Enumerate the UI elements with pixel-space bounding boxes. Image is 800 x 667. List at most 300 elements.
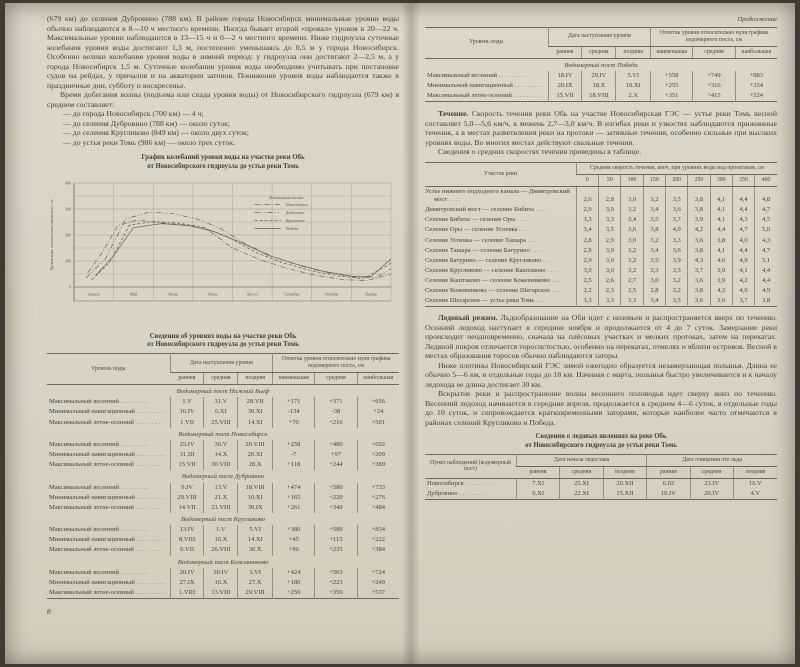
table-cell: +389 (357, 460, 399, 470)
ice-table-title (425, 433, 777, 451)
table-cell: +223 (315, 578, 357, 588)
table-cell: 3,3 (576, 296, 598, 307)
table-cell: +351 (651, 91, 693, 102)
table-cell: Дубровино . . . . . . . . . (427, 490, 487, 498)
list-item: — до селения Кругликово (849 км) — около двух суток; (63, 128, 249, 138)
x-tick-label: Апрель (87, 292, 100, 297)
table-cell: +222 (357, 535, 399, 545)
table-cell: 28.VII (238, 397, 273, 407)
paragraph-speed-note: Сведения о средних скоростях течения приведены в таблице. (438, 147, 642, 157)
series-line-Новосибирск (88, 219, 391, 280)
table-cell: 18.X (582, 81, 616, 91)
table-cell: Водомерный пост Нижний Бьеф (176, 388, 270, 396)
flow-speed-table (425, 162, 777, 307)
table-cell: +97 (315, 450, 357, 460)
table-cell: 10.IV (647, 489, 690, 500)
x-tick-label: Июнь (168, 292, 178, 297)
table-cell: Минимальный навигационный . . . . . . . . . (49, 408, 165, 416)
section-heading-ice: Ледовый режим. (438, 313, 498, 323)
table-header-cell: Отметка уровня относительно нуля графика водомерного поста, см (273, 354, 399, 373)
table-cell: 21.VIII (204, 503, 238, 513)
table-header-cell: 350 (732, 174, 754, 186)
table-cell: +580 (315, 483, 357, 493)
table-header-cell: 50 (599, 174, 621, 186)
table-cell: Минимальный навигационный . . . . . . . . . (427, 82, 543, 90)
table-cell: 3,8 (688, 286, 710, 296)
table-cell: Максимальный летне-осенний . . . . . . . . . (49, 418, 164, 426)
y-tick-label: 200 (65, 232, 71, 238)
table-cell: 3,0 (621, 236, 643, 246)
table-cell: 4,1 (710, 205, 732, 215)
table-cell: 2,2 (576, 286, 598, 296)
table-cell: 25.VIII (204, 418, 238, 428)
table-cell: 20.IV (170, 568, 204, 578)
table-cell: Водомерный пост Кругликово (180, 515, 266, 523)
table-cell: 4,6 (710, 256, 732, 266)
chart-title-line1: График колебаний уровня воды на участке реки Обь (141, 153, 305, 161)
left-page (47, 14, 399, 659)
book-spine-shadow (402, 3, 420, 664)
table-cell: 4,4 (732, 246, 754, 256)
table-cell: 29.VIII (170, 493, 204, 503)
table-cell: 16.X (204, 578, 238, 588)
table-cell: +589 (315, 525, 357, 535)
table-cell: Водомерный пост Победа (564, 61, 638, 69)
table-cell: 13.V (204, 483, 238, 493)
table-header-cell: средняя (560, 466, 603, 478)
table-header-cell: ранняя (170, 373, 204, 385)
table-cell: +171 (273, 397, 315, 407)
table-cell: 3,5 (643, 215, 665, 225)
table-cell: 4,9 (732, 256, 754, 266)
table-cell: 30.IV (204, 568, 238, 578)
travel-time-list (47, 109, 399, 148)
table-cell: 20.XI (238, 450, 273, 460)
table-cell: 20.IX (548, 81, 582, 91)
table-cell: 2,9 (576, 256, 598, 266)
table-cell: 3,8 (710, 236, 732, 246)
table-cell: Селение Каштаково — селение Кожевниково . . . . (425, 277, 564, 284)
table-cell: Минимальный навигационный . . . . . . . . . (49, 451, 165, 459)
table-cell: 4,0 (732, 236, 754, 246)
table-cell: 30.V (204, 440, 238, 450)
table-header-cell: средняя (315, 373, 357, 385)
table-header-cell: наименьшая (651, 46, 693, 58)
table-cell: Максимальный весенний . . . . . . . . . (427, 72, 527, 80)
water-level-chart-svg (47, 175, 399, 327)
series-line-Кругликово (92, 221, 391, 279)
table-header-cell: 100 (621, 174, 643, 186)
table-cell: +692 (357, 440, 399, 450)
table-cell: 9.IV (170, 483, 204, 493)
table-cell: Селение Шегарское — устье реки Томь . . . . (425, 297, 548, 305)
table-cell: +484 (357, 503, 399, 513)
table-header-cell: поздняя (616, 46, 651, 58)
y-tick-label: 100 (65, 258, 71, 264)
table-header-cell: наименьшая (273, 373, 315, 385)
legend-entry: Победа (285, 225, 299, 231)
table-cell: 1.VII (170, 418, 204, 428)
table-cell: 3,5 (666, 186, 688, 205)
table-cell: Максимальный весенний . . . . . . . . . (49, 526, 149, 534)
table-cell: 4,1 (710, 215, 732, 225)
table-cell: 13.IV (170, 525, 204, 535)
table-cell: 3,8 (755, 296, 777, 307)
table-header-cell: Средняя скорость течения, км/ч, при уровнях воды над проектным, см (576, 162, 777, 174)
table-cell: Селение Оры — селение Успевка . . . . (425, 226, 531, 234)
table-cell: +563 (315, 568, 357, 578)
table-cell: 5.VI (616, 71, 651, 81)
table-header-cell: средняя (693, 46, 735, 58)
section-heading-current: Течение. (438, 109, 469, 119)
current-text: Скорость течения реки Обь на участке Новосибирская ГЭС — устье реки Томь весной составляет 5,0—5,6 км/ч, в межень 2,7—3,0 км/ч. В изгибах реки и узкостях наблюдаются прижимные течения, а в местах разветвления реки на протоки — затяжные течения, особенно сильные при высоких уровнях воды. Во многих местах действуют свальные течения. (425, 109, 777, 147)
table-header-cell: Пункт наблюдений (водомерный пост) (425, 455, 517, 479)
table-cell: 3,5 (643, 256, 665, 266)
table-cell: 28.X (238, 460, 273, 470)
table-cell: Водомерный пост Кожевниково (177, 558, 269, 566)
table-cell: 3,5 (599, 225, 621, 235)
table-cell: Селение Кожевниково — селение Шегарское . . . . (425, 287, 564, 295)
paragraph-ice-regime (425, 313, 777, 361)
table-cell: 30.XI (238, 407, 273, 417)
table-cell: +384 (357, 545, 399, 555)
table-cell: 3,3 (599, 296, 621, 307)
table-cell: 4,3 (732, 215, 754, 225)
table-cell: 4,3 (755, 236, 777, 246)
table-cell: +656 (357, 397, 399, 407)
table-cell: 14.XI (238, 535, 273, 545)
table-cell: +244 (315, 460, 357, 470)
page-number: 8 (47, 607, 51, 617)
water-levels-table-continuation (425, 27, 777, 102)
paragraph-wave-travel: Время добегания волны (подъема или спада уровня воды) от Новосибирского гидроузла (679 км) в среднем составляет: (47, 90, 399, 109)
table-cell: 31.V (204, 397, 238, 407)
table-cell: Новосибирск . . . . . . . . . (427, 479, 494, 487)
table-cell: 3,0 (643, 276, 665, 286)
table-cell: 2,8 (643, 286, 665, 296)
table-cell: 3,5 (666, 296, 688, 307)
table-cell: +354 (735, 81, 777, 91)
table-cell: 2,6 (599, 276, 621, 286)
table-cell: 16.V (733, 478, 777, 489)
table-header-cell: поздняя (603, 466, 647, 478)
table-cell: 4,3 (688, 256, 710, 266)
table-cell: Устье нижнего подходного канала — Димитровский мост . . . . (425, 187, 570, 203)
table-cell: +24 (357, 407, 399, 417)
table-cell: 3,9 (710, 276, 732, 286)
table-cell: 3,6 (688, 296, 710, 307)
table-cell: +118 (273, 460, 315, 470)
table-cell: 3,4 (643, 205, 665, 215)
table-cell: 25.XI (560, 478, 603, 489)
table-cell: 3,4 (643, 296, 665, 307)
table-cell: 4,1 (710, 246, 732, 256)
table-cell: Минимальный навигационный . . . . . . . . . (49, 536, 165, 544)
table-header-cell: ранняя (517, 466, 560, 478)
table-header-cell: наибольшая (735, 46, 777, 58)
table-cell: 1.V (170, 397, 204, 407)
table-cell: +96 (273, 545, 315, 555)
table-cell: Максимальный весенний . . . . . . . . . (49, 483, 149, 491)
table-cell: 2,9 (576, 246, 598, 256)
chart-title-line2: от Новосибирского гидроузла до устья реки Томь (147, 162, 299, 170)
table-cell: -7 (273, 450, 315, 460)
table-cell: 21.X (204, 493, 238, 503)
table-cell: 3,4 (576, 225, 598, 235)
table-cell: 6.XI (204, 407, 238, 417)
table-cell: +480 (315, 440, 357, 450)
table-cell: Водомерный пост Новосибирск (178, 430, 268, 438)
table-cell: 2,3 (599, 286, 621, 296)
table-cell: +259 (273, 588, 315, 599)
x-tick-label: Август (246, 292, 258, 297)
table-cell: 2,8 (576, 236, 598, 246)
table-cell: Максимальный летне-осенний . . . . . . . . . (427, 92, 542, 100)
table-cell: 5,0 (755, 225, 777, 235)
table-cell: 6.VII (170, 545, 204, 555)
table-cell: +261 (273, 503, 315, 513)
table-cell: +474 (273, 483, 315, 493)
table-cell: 29.IV (582, 71, 616, 81)
table-cell: +249 (357, 578, 399, 588)
table-cell: 2,7 (621, 276, 643, 286)
paragraph-water-levels: (679 км) до селения Дубровино (788 км). В районе города Новосибирск минимальные уровни воды обычно наблюдаются в 8—10 ч местного времени. Иногда бывает второй «провал» уровня в 20—22 ч. Максимальные уровни наблюдаются в 13—15 ч и 0—2 ч местного времени. Ниже гидроузла суточные колебания уровня воды достигают 1,3 м, постепенно уменьшаясь до 0,5 м у города Новосибирск. Особенно велики колебания уровня воды в зимний период: у гидроузла они достигают 2—2,5 м, а у города Новосибирск 1,5 м. Суточные колебания уровня воды необходимо учитывать при постановке судов на рейдах, у причалов и на акватории затонов. Понижение уровня воды наблюдается также в праздничные дни, субботу и воскресенье. (47, 14, 399, 90)
table-cell: 3,3 (643, 266, 665, 276)
list-item: — до селения Дубровино (788 км) — около суток; (63, 118, 231, 128)
table-cell: 3,2 (621, 256, 643, 266)
table-cell: 3,7 (666, 215, 688, 225)
table-cell: Максимальный весенний . . . . . . . . . (49, 440, 149, 448)
table-cell: -38 (315, 407, 357, 417)
continuation-label: Продолжение (737, 16, 777, 23)
chart-title (47, 154, 399, 172)
table-cell: 16.IV (170, 407, 204, 417)
table-cell: 20.XII (603, 478, 647, 489)
table-cell: 3,4 (621, 215, 643, 225)
right-page (425, 14, 777, 662)
table-cell: 31.III (170, 450, 204, 460)
table-cell: Максимальный летне-осенний . . . . . . . . . (49, 461, 164, 469)
legend-title: Водомерные посты: (269, 194, 305, 200)
table-cell: 3,3 (576, 215, 598, 225)
table-cell: 23.IV (690, 478, 733, 489)
table-cell: 3,2 (643, 186, 665, 205)
table-cell: +359 (315, 588, 357, 599)
table-cell: 27.X (238, 578, 273, 588)
levels-table-title-line1: Сведения об уровнях воды на участке реки Обь (149, 332, 297, 340)
table-cell: 20.VIII (238, 440, 273, 450)
table-cell: 3,6 (666, 205, 688, 215)
table-cell: 4,7 (732, 225, 754, 235)
table-header-cell: 250 (688, 174, 710, 186)
table-cell: 18.IV (548, 71, 582, 81)
table-cell: 3,3 (599, 215, 621, 225)
table-cell: 5.VI (238, 525, 273, 535)
table-cell: +276 (357, 493, 399, 503)
table-cell: 27.IX (170, 578, 204, 588)
table-cell: 3,3 (666, 236, 688, 246)
y-tick-label: 0 (69, 284, 71, 290)
table-cell: +340 (315, 503, 357, 513)
table-cell: 3,2 (621, 266, 643, 276)
table-cell: +316 (693, 81, 735, 91)
table-header-cell: ранняя (647, 466, 690, 478)
table-cell: +70 (273, 418, 315, 428)
table-header-cell: Дата очищения ото льда (647, 455, 777, 467)
table-cell: 3,9 (666, 256, 688, 266)
table-cell: +733 (357, 483, 399, 493)
table-cell: +380 (273, 525, 315, 535)
table-cell: 2,6 (576, 186, 598, 205)
table-cell: 3,0 (599, 256, 621, 266)
table-cell: Максимальный весенний . . . . . . . . . (49, 398, 149, 406)
table-cell: Максимальный летне-осенний . . . . . . . . . (49, 503, 164, 511)
table-cell: 14.X (204, 450, 238, 460)
ice-table-title-line1: Сведения о ледовых явлениях на реке Обь (535, 433, 667, 441)
table-header-cell: Дата наступления уровня (170, 354, 272, 373)
table-cell: +165 (273, 493, 315, 503)
table-header-cell: Уровень воды (425, 28, 548, 59)
paragraph-polynya: Ниже плотины Новосибирской ГЭС зимой ежегодно образуется незамерзающая полынья. Длина ее обычно 5—6 км, в отдельные годы до 18 км. Начиная с марта, полынья быстро увеличивается и к началу ледохода ее длина достигает 30 км. (425, 360, 777, 389)
table-cell: 4,7 (755, 246, 777, 256)
paragraph-breakup: Вскрытие реки и распространение волны весеннего половодья идет сверху вниз по течению. Весенний ледоход начинается в середине апреля, продолжается в среднем 4—6 суток, в отдельные годы до 10 суток, и сопровождается кратковременными заторами, которые наиболее часто отмечаются в районах селений Кругликово и Победа. (425, 389, 777, 427)
table-cell: 29.VIII (238, 588, 273, 599)
legend-entry: Дубровино (285, 209, 304, 215)
table-header-cell: Уровень воды (47, 354, 170, 385)
table-cell: 3,6 (621, 225, 643, 235)
table-cell: 4,4 (755, 276, 777, 286)
table-cell: 3,6 (688, 236, 710, 246)
table-cell: 15.XII (603, 489, 647, 500)
table-header-cell: наибольшая (357, 373, 399, 385)
table-cell: 6.XI (517, 489, 560, 500)
table-cell: +749 (693, 71, 735, 81)
table-cell: Максимальный летне-осенний . . . . . . . . . (49, 589, 164, 597)
table-header-cell: поздняя (238, 373, 273, 385)
table-cell: +724 (357, 568, 399, 578)
x-tick-label: Сентябрь (284, 292, 300, 297)
table-header-cell: 150 (643, 174, 665, 186)
table-cell: 4,1 (710, 186, 732, 205)
y-axis-title: Уровни воды относительно проектного, см (50, 199, 54, 271)
table-cell: Селение Бибиха — селение Оры . . . . (425, 216, 529, 224)
table-cell: 3,7 (732, 296, 754, 307)
list-item: — до устья реки Томь (986 км) — около трех суток. (63, 138, 235, 148)
y-tick-label: 400 (65, 180, 71, 186)
table-cell: 4,4 (710, 225, 732, 235)
table-cell: 2,8 (599, 186, 621, 205)
table-cell: 4,7 (755, 205, 777, 215)
table-cell: +424 (273, 568, 315, 578)
table-header-cell: Дата наступления уровня (548, 28, 650, 47)
table-cell: 4,2 (732, 276, 754, 286)
table-cell: 3,6 (666, 246, 688, 256)
table-header-cell: 0 (576, 174, 598, 186)
table-cell: 10.XI (616, 81, 651, 91)
table-cell: 3,6 (688, 276, 710, 286)
y-tick-label: 300 (65, 206, 71, 212)
table-cell: 4,2 (710, 286, 732, 296)
table-cell: 3,2 (643, 236, 665, 246)
levels-table-title-line2: от Новосибирского гидроузла до устья реки Томь (147, 341, 299, 349)
table-cell: 22.XI (560, 489, 603, 500)
table-cell: 4,4 (755, 266, 777, 276)
table-cell: +45 (273, 535, 315, 545)
table-cell: +235 (315, 545, 357, 555)
table-cell: 30.X (238, 545, 273, 555)
table-cell: 8.VIII (170, 535, 204, 545)
table-cell: +258 (273, 440, 315, 450)
table-cell: 5,1 (755, 256, 777, 266)
table-cell: +255 (651, 81, 693, 91)
table-cell: 3,6 (710, 296, 732, 307)
table-cell: 3,2 (621, 246, 643, 256)
book-pages (5, 3, 795, 664)
table-cell: +501 (357, 418, 399, 428)
table-cell: 3,0 (599, 266, 621, 276)
table-cell: 2,9 (599, 236, 621, 246)
table-cell: 1.VIII (170, 588, 204, 599)
table-cell: 3,0 (621, 186, 643, 205)
legend-entry: Новосибирск (285, 201, 308, 207)
table-header-cell: Участок реки (425, 162, 576, 186)
table-cell: 30.IX (238, 503, 273, 513)
table-cell: 3,8 (688, 205, 710, 215)
table-cell: 3,2 (666, 276, 688, 286)
table-cell: 4,0 (666, 225, 688, 235)
table-cell: +180 (273, 578, 315, 588)
table-cell: 4,1 (732, 266, 754, 276)
table-cell: 4.V (733, 489, 777, 500)
table-cell: +216 (315, 418, 357, 428)
table-cell: 2,9 (576, 205, 598, 215)
table-header-cell: 200 (666, 174, 688, 186)
series-line-Победа (96, 223, 391, 276)
paragraph-current (425, 109, 777, 147)
table-cell: +524 (735, 91, 777, 102)
table-header-cell: средняя (204, 373, 238, 385)
table-cell: 3,0 (576, 266, 598, 276)
table-cell: 4,5 (755, 215, 777, 225)
table-cell: 4,8 (755, 186, 777, 205)
table-cell: 14.XI (238, 418, 273, 428)
table-cell: 26.VIII (204, 545, 238, 555)
table-cell: 30.VIII (204, 460, 238, 470)
table-cell: 1.V (204, 525, 238, 535)
table-cell: 4,6 (732, 286, 754, 296)
table-cell: 18.VIII (238, 483, 273, 493)
table-cell: 3,5 (666, 266, 688, 276)
table-header-cell: Отметка уровня относительно нуля графика водомерного поста, см (651, 28, 777, 47)
table-cell: 10.XI (238, 493, 273, 503)
table-cell: +115 (315, 535, 357, 545)
table-header-cell: ранняя (548, 46, 582, 58)
table-header-cell: средняя (690, 466, 733, 478)
ice-table-title-line2: от Новосибирского гидроузла до устья реки Томь (525, 442, 677, 450)
list-item: — до города Новосибирск (700 км) — 4 ч; (63, 109, 204, 118)
table-header-cell: поздняя (733, 466, 777, 478)
table-cell: 4,2 (688, 225, 710, 235)
table-cell: Максимальный весенний . . . . . . . . . (49, 568, 149, 576)
table-cell: 3,0 (599, 246, 621, 256)
table-cell: 15.VII (548, 91, 582, 102)
table-cell: 3,9 (710, 266, 732, 276)
table-cell: Селение Батурино — селение Кругликово . . . . (425, 256, 555, 264)
table-cell: +371 (315, 397, 357, 407)
table-cell: Максимальный летне-осенний . . . . . . . . . (49, 546, 164, 554)
ice-text-1: Льдообразование на Оби идет с низовьев и распространяется вверх по течению. Осенний ледоход наступает в середине ноября и продолжается от 4 до 7 суток. Замерзание реки происходит неодновременно, сначала на плёсовых участках и мелких протоках, затем на перекатах. Ледяной покров отличается торосистостью, особенно на перекатах, отмелях и вблизи островов. Весной в местах образования торосов обычно наблюдаются заторы. (425, 313, 777, 361)
table-cell: +834 (357, 525, 399, 535)
